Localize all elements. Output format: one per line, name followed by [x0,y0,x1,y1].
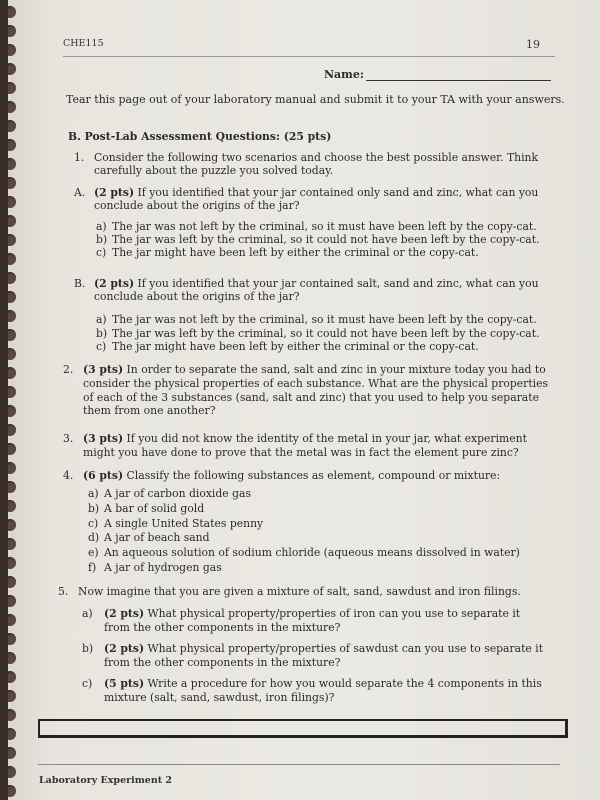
question-1a: A. (2 pts) If you identified that your jar contained only sand and zinc, what can you conclude about the origins of the jar? [74,186,539,213]
question-5: 5. Now imagine that you are given a mixture of salt, sand, sawdust and iron filings. [58,585,521,598]
binding-hole [8,367,16,379]
header-rule [63,56,555,57]
binding-hole [8,709,16,721]
name-field [324,68,551,81]
answer-box[interactable] [38,719,568,738]
binding-hole [8,747,16,759]
binding-hole [8,101,16,113]
name-label: Name: [324,68,364,81]
question-1b-options [96,313,539,354]
question-4-items [88,487,520,576]
question-1b: B. (2 pts) If you identified that your jar contained salt, sand and zinc, what can you conclude about the origins of the jar? [74,277,539,304]
question-5b: b) (2 pts) What physical property/properties of sawdust can you use to separate it from the other components in the mixture? [82,642,544,669]
list-item: d) A jar of beach sand [88,531,210,545]
binding-hole [8,158,16,170]
binding-hole [8,44,16,56]
course-code: CHE115 [63,38,104,49]
binding-hole [8,576,16,588]
binding-hole [8,424,16,436]
binding-hole [8,177,16,189]
question-4: 4. (6 pts) Classify the following substances as element, compound or mixture: [63,469,501,482]
question-5c: c) (5 pts) Write a procedure for how you would separate the 4 components in this mixture (salt, sand, sawdust, iron filings)? [82,677,542,704]
binding-hole [8,6,16,18]
binding-hole [8,139,16,151]
option[interactable]: c) The jar might have been left by either the criminal or the copy-cat. [96,246,479,260]
binding-hole [8,120,16,132]
question-number: 1. [74,151,85,164]
binding-hole [8,766,16,778]
binding-hole [8,234,16,246]
binding-hole [8,63,16,75]
option[interactable]: a) The jar was not left by the criminal, so it must have been left by the copy-cat. [96,313,537,326]
binding-hole [8,557,16,569]
binding-hole [8,310,16,322]
binding-hole [8,329,16,341]
question-1a-options [96,220,539,260]
binding-hole [8,215,16,227]
section-title: B. Post-Lab Assessment Questions: (25 pts) [68,130,332,143]
binding-holes [8,0,22,800]
page-number: 19 [526,38,540,51]
list-item: c) A single United States penny [88,516,264,530]
binding-hole [8,690,16,702]
binding-hole [8,272,16,284]
question-3: 3. (3 pts) If you did not know the identity of the metal in your jar, what experiment might you have done to prove that the metal was in fact the element pure zinc? [63,432,527,459]
name-blank[interactable] [366,69,551,81]
option[interactable]: c) The jar might have been left by either the criminal or the copy-cat. [96,340,479,354]
option[interactable]: b) The jar was left by the criminal, so it could not have been left by the copy-cat. [96,233,540,247]
binding-hole [8,519,16,531]
binding-hole [8,443,16,455]
binding-hole [8,728,16,740]
binding-hole [8,785,16,797]
binding-hole [8,196,16,208]
worksheet-page [8,0,600,800]
question-5a: a) (2 pts) What physical property/properties of iron can you use to separate it from the other components in the mixture? [82,607,521,634]
binding-hole [8,82,16,94]
option[interactable]: a) The jar was not left by the criminal, so it must have been left by the copy-cat. [96,220,537,233]
binding-hole [8,538,16,550]
question-1: 1. Consider the following two scenarios and choose the best possible answer. Think carefully about the puzzle you solved today. [74,151,539,178]
binding-hole [8,671,16,683]
binding-hole [8,633,16,645]
binding-hole [8,348,16,360]
binding-hole [8,614,16,626]
binding-hole [8,595,16,607]
list-item: f) A jar of hydrogen gas [88,560,222,574]
list-item: b) A bar of solid gold [88,501,205,515]
footer-rule [38,764,560,765]
footer-label: Laboratory Experiment 2 [39,775,173,786]
binding-hole [8,652,16,664]
question-2: 2. (3 pts) In order to separate the sand, salt and zinc in your mixture today you had to consider the physical properties of each substance. What are the physical properties of each of the 3 substances (sand, salt and zinc) that you used to help you separate them from one another? [63,363,549,418]
option[interactable]: b) The jar was left by the criminal, so it could not have been left by the copy-cat. [96,326,540,340]
binding-hole [8,291,16,303]
list-item: e) An aqueous solution of sodium chloride (aqueous means dissolved in water) [88,546,520,560]
binding-hole [8,462,16,474]
binding-hole [8,386,16,398]
list-item: a) A jar of carbon dioxide gas [88,487,252,500]
binding-hole [8,481,16,493]
binding-hole [8,405,16,417]
binding-hole [8,25,16,37]
binding-hole [8,500,16,512]
binding-hole [8,253,16,265]
instructions: Tear this page out of your laboratory manual and submit it to your TA with your answers. [66,93,565,106]
